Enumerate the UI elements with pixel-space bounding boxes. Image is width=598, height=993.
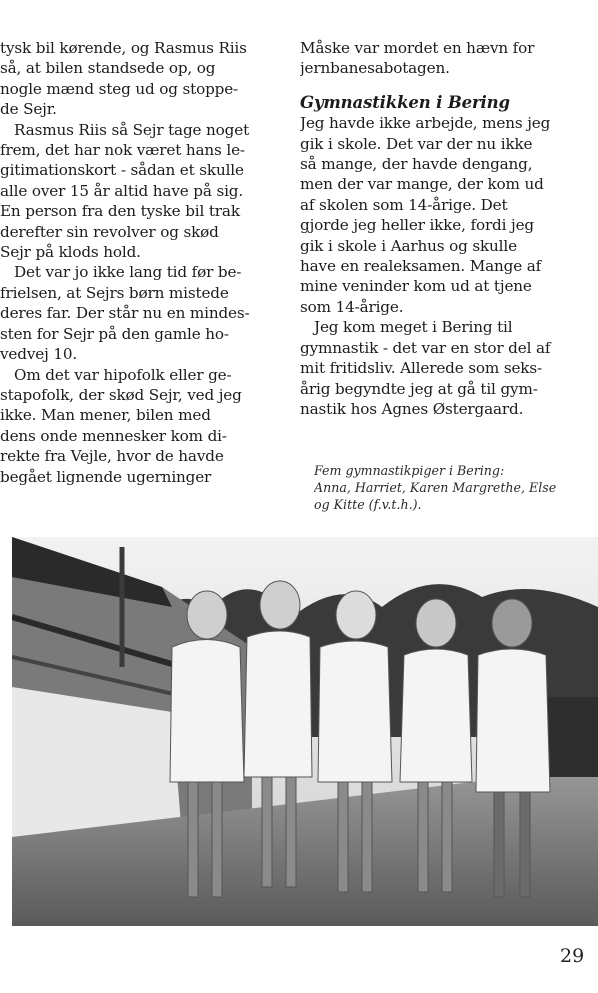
page-number: 29: [560, 945, 585, 967]
text-line: tysk bil kørende, og Rasmus Riis: [0, 39, 247, 57]
text-line: mit fritidsliv. Allerede som seks-: [300, 359, 542, 378]
text-line: mine veninder kom ud at tjene: [300, 277, 532, 296]
text-line: gik i skole i Aarhus og skulle: [300, 236, 517, 255]
text-line: gjorde jeg heller ikke, fordi jeg: [300, 216, 534, 235]
text-line: gitimationskort - sådan et skulle: [0, 161, 244, 180]
text-line: nogle mænd steg ud og stoppe-: [0, 79, 239, 98]
text-line: vedvej 10.: [0, 345, 78, 364]
text-line: stapofolk, der skød Sejr, ved jeg: [0, 385, 242, 404]
text-line: Det var jo ikke lang tid før be-: [0, 263, 242, 282]
right-text-column: [300, 38, 592, 419]
section-heading: Gymnastikken i Bering: [300, 92, 510, 112]
caption-line: Fem gymnastikpiger i Bering:: [314, 463, 505, 478]
text-line: ikke. Man mener, bilen med: [0, 406, 211, 425]
text-line: begået lignende ugerninger: [0, 467, 212, 486]
photo-illustration: [12, 537, 598, 926]
text-line: nastik hos Agnes Østergaard.: [300, 399, 524, 418]
text-line: årig begyndte jeg at gå til gym-: [300, 379, 538, 398]
text-line: så mange, der havde dengang,: [300, 155, 533, 174]
text-line: frielsen, at Sejrs børn mistede: [0, 283, 229, 302]
text-line: sten for Sejr på den gamle ho-: [0, 324, 229, 343]
caption-line: Anna, Harriet, Karen Margrethe, Else: [314, 480, 557, 496]
text-line: derefter sin revolver og skød: [0, 222, 219, 241]
photo-caption: [314, 462, 594, 514]
gymnastics-photo: [12, 537, 598, 926]
text-line: deres far. Der står nu en mindes-: [0, 304, 250, 323]
text-line: alle over 15 år altid have på sig.: [0, 181, 244, 200]
text-line: Om det var hipofolk eller ge-: [0, 365, 232, 384]
text-line: de Sejr.: [0, 100, 57, 119]
text-line: Jeg kom meget i Bering til: [300, 318, 513, 337]
text-line: Jeg havde ikke arbejde, mens jeg: [300, 114, 551, 133]
text-line: som 14-årige.: [300, 297, 404, 316]
text-line: gymnastik - det var en stor del af: [300, 338, 551, 357]
text-line: af skolen som 14-årige. Det: [300, 195, 508, 214]
text-line: så, at bilen standsede op, og: [0, 59, 216, 78]
text-line: frem, det har nok været hans le-: [0, 141, 245, 160]
left-text-column: [0, 38, 282, 487]
text-line: Rasmus Riis så Sejr tage noget: [0, 120, 250, 139]
text-line: have en realeksamen. Mange af: [300, 257, 542, 276]
text-line: rekte fra Vejle, hvor de havde: [0, 447, 224, 466]
text-line: Sejr på klods hold.: [0, 243, 141, 262]
text-line: gik i skole. Det var der nu ikke: [300, 134, 533, 153]
text-line: men der var mange, der kom ud: [300, 175, 544, 194]
text-line: En person fra den tyske bil trak: [0, 202, 240, 221]
text-line: dens onde mennesker kom di-: [0, 426, 227, 445]
caption-line: og Kitte (f.v.t.h.).: [314, 497, 422, 513]
text-line: jernbanesabotagen.: [300, 59, 450, 78]
text-line: Måske var mordet en hævn for: [300, 39, 535, 57]
